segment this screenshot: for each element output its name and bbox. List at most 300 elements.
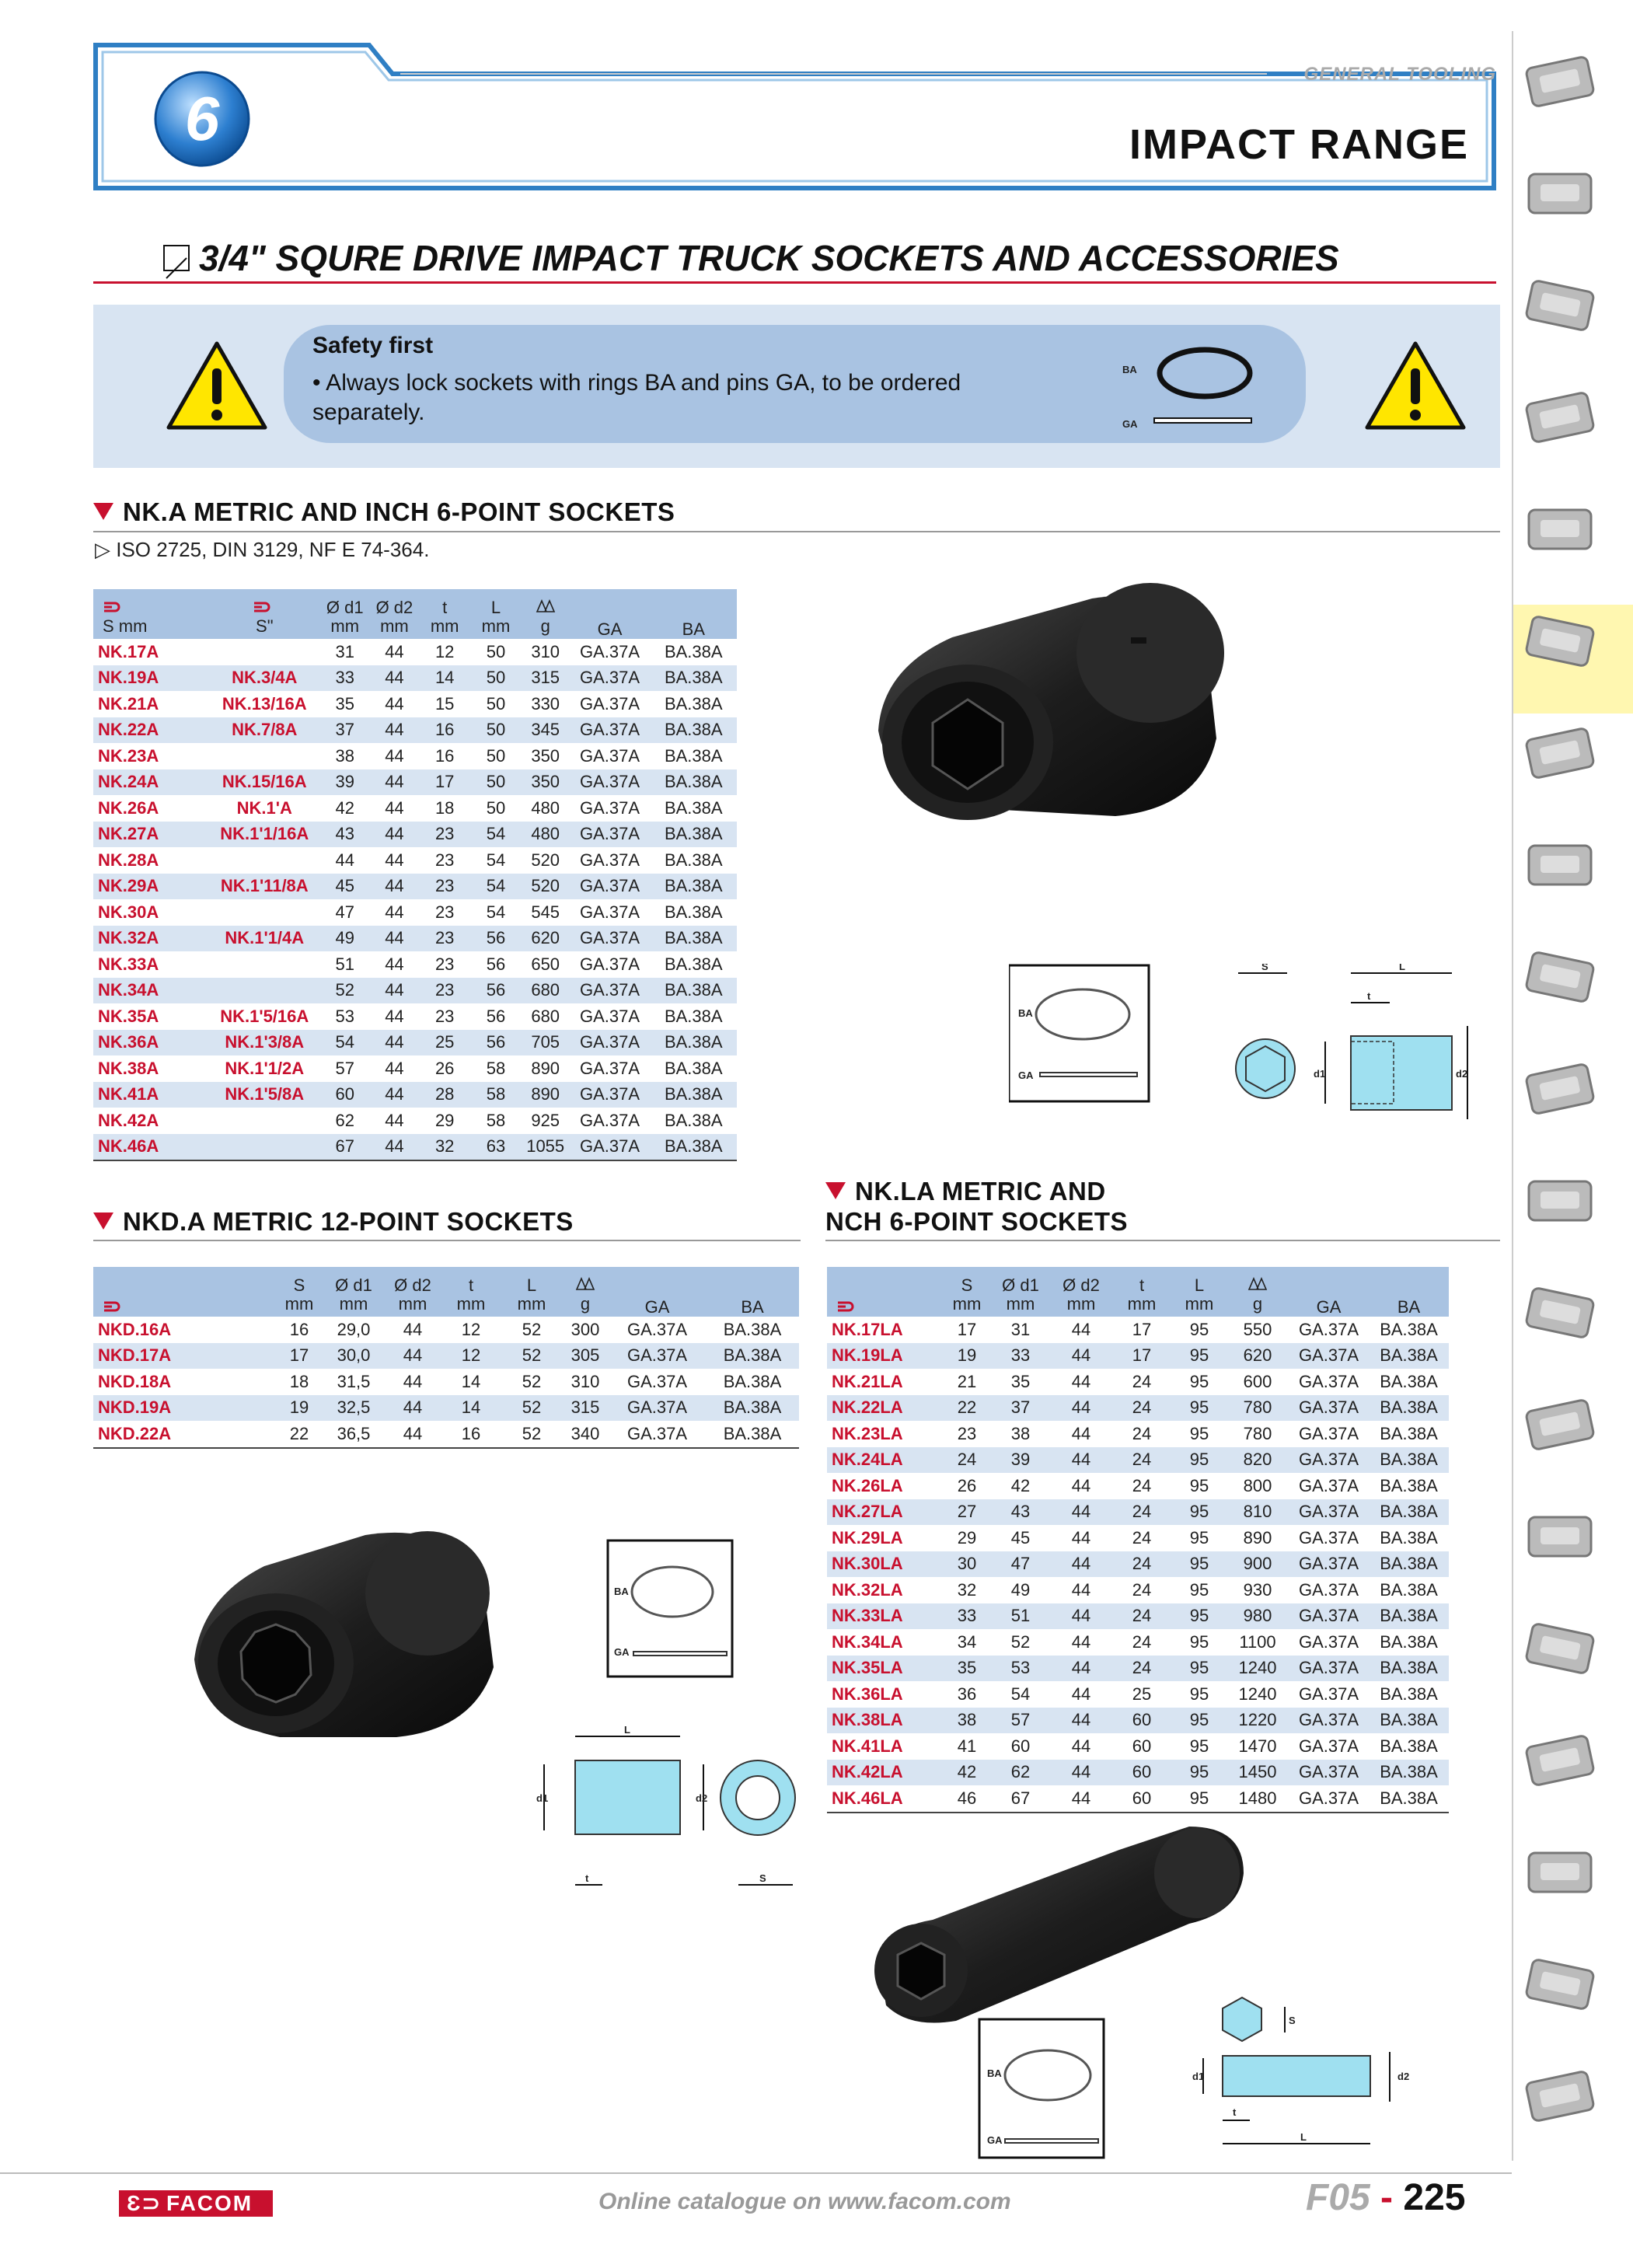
- table-cell: GA.37A: [1289, 1343, 1369, 1370]
- table-cell: GA.37A: [1298, 1475, 1359, 1495]
- product-ref: NK.26A: [98, 797, 159, 818]
- table-cell: BA.38A: [1380, 1736, 1438, 1756]
- table-cell: 800: [1243, 1475, 1272, 1495]
- table-cell: 30,0: [323, 1343, 385, 1370]
- table-cell: 52: [522, 1319, 542, 1339]
- table-cell: 95: [1172, 1447, 1226, 1474]
- table-cell: 14: [441, 1395, 501, 1422]
- table-cell: GA.37A: [1298, 1736, 1359, 1756]
- col-ga: GA: [569, 589, 650, 639]
- table-cell: [209, 639, 320, 665]
- table-cell: 24: [1111, 1447, 1172, 1474]
- nkd-a-heading: [93, 1207, 574, 1237]
- product-ref: NK.29LA: [832, 1527, 903, 1547]
- table-cell: 12: [461, 1319, 481, 1339]
- table-cell: 24: [1111, 1603, 1172, 1630]
- table-cell: 60: [1111, 1785, 1172, 1813]
- table-cell: 1480: [1226, 1785, 1289, 1813]
- table-cell: 63: [470, 1134, 522, 1161]
- table-cell: BA.38A: [650, 874, 737, 900]
- table-cell: 44: [370, 769, 420, 796]
- product-ref: NK.30LA: [827, 1551, 944, 1578]
- table-cell: NK.1'1/2A: [225, 1058, 305, 1078]
- table-cell: BA.38A: [1369, 1603, 1449, 1630]
- table-cell: 44: [335, 850, 354, 870]
- table-cell: 14: [461, 1371, 481, 1391]
- table-cell: 33: [320, 665, 370, 692]
- table-cell: 310: [571, 1371, 600, 1391]
- dim-t: t: [585, 1872, 589, 1884]
- product-ref: NK.33LA: [827, 1603, 944, 1630]
- unit: g: [562, 1295, 609, 1317]
- nk-la-table: [827, 1267, 1449, 1813]
- table-cell: 14: [419, 665, 470, 692]
- table-cell: 17: [276, 1343, 323, 1370]
- table-cell: 50: [470, 665, 522, 692]
- impact-wrench-icon: [1517, 1498, 1607, 1575]
- table-cell: 37: [990, 1395, 1051, 1422]
- table-cell: 95: [1189, 1423, 1209, 1443]
- car-icon: [1517, 2057, 1607, 2135]
- table-cell: BA.38A: [664, 745, 723, 766]
- table-cell: 25: [1132, 1684, 1152, 1704]
- dim-d2: d2: [1397, 2071, 1410, 2082]
- table-cell: 44: [370, 822, 420, 848]
- col-ga: GA: [609, 1267, 706, 1317]
- table-cell: 18: [434, 797, 455, 818]
- ring-and-pin-illustration: [1119, 342, 1255, 439]
- table-cell: 25: [419, 1030, 470, 1056]
- table-cell: GA.37A: [569, 874, 650, 900]
- table-cell: 28: [419, 1082, 470, 1108]
- table-cell: BA.38A: [1369, 1708, 1449, 1734]
- table-cell: 24: [1111, 1395, 1172, 1422]
- table-cell: 315: [522, 665, 570, 692]
- table-cell: 780: [1243, 1423, 1272, 1443]
- table-cell: 1450: [1226, 1760, 1289, 1786]
- table-cell: 44: [370, 1082, 420, 1108]
- col-ba: BA: [650, 589, 737, 639]
- table-cell: BA.38A: [664, 954, 723, 974]
- col-d1: Ø d1: [320, 589, 370, 617]
- facom-logo-text: FACOM: [166, 2191, 253, 2215]
- table-row: [827, 1629, 1449, 1656]
- table-cell: 680: [531, 1006, 560, 1026]
- col-s-mm: S mm: [93, 617, 209, 639]
- safety-title: Safety first: [312, 333, 434, 358]
- table-cell: 44: [370, 874, 420, 900]
- table-cell: 52: [501, 1395, 562, 1422]
- table-cell: GA.37A: [579, 1058, 640, 1078]
- tool-cabinet-icon: [1517, 155, 1607, 232]
- product-ref: NK.42LA: [827, 1760, 944, 1786]
- table-cell: 12: [434, 641, 455, 661]
- table-cell: GA.37A: [1289, 1447, 1369, 1474]
- table-cell: 44: [370, 978, 420, 1004]
- table-row: [93, 978, 737, 1004]
- table-cell: 23: [419, 926, 470, 952]
- facom-mark-icon: [93, 589, 209, 617]
- table-cell: GA.37A: [626, 1319, 688, 1339]
- table-cell: 44: [370, 717, 420, 744]
- table-cell: 56: [486, 954, 506, 974]
- table-cell: BA.38A: [650, 769, 737, 796]
- table-cell: GA.37A: [1298, 1319, 1359, 1339]
- product-ref: NK.34A: [93, 978, 209, 1004]
- table-cell: 27: [944, 1499, 990, 1526]
- col-l: L: [501, 1267, 562, 1295]
- product-ref: NK.33A: [98, 954, 159, 974]
- table-cell: 24: [1111, 1551, 1172, 1578]
- product-ref: NK.21LA: [832, 1371, 903, 1391]
- product-ref: NK.23A: [98, 745, 159, 766]
- table-cell: 345: [522, 717, 570, 744]
- table-cell: 19: [276, 1395, 323, 1422]
- unit: mm: [990, 1295, 1051, 1317]
- table-cell: GA.37A: [569, 1134, 650, 1161]
- table-cell: BA.38A: [1380, 1319, 1438, 1339]
- product-ref: NK.30A: [98, 902, 159, 922]
- table-cell: GA.37A: [1298, 1371, 1359, 1391]
- table-cell: 24: [1111, 1499, 1172, 1526]
- product-ref: NK.21A: [98, 693, 159, 714]
- section-title-text: 3/4" SQURE DRIVE IMPACT TRUCK SOCKETS AND ACCESSORIES: [199, 238, 1339, 278]
- nk-la-heading-line2: NCH 6-POINT SOCKETS: [825, 1207, 1129, 1236]
- table-cell: [209, 847, 320, 874]
- table-cell: [209, 951, 320, 978]
- table-cell: 620: [1226, 1343, 1289, 1370]
- table-cell: 52: [320, 978, 370, 1004]
- nkd-a-dimension-drawing: [532, 1539, 812, 1904]
- table-row: [827, 1785, 1449, 1813]
- table-row: [93, 874, 737, 900]
- table-cell: BA.38A: [1380, 1527, 1438, 1547]
- table-cell: 95: [1189, 1631, 1209, 1652]
- range-title: IMPACT RANGE: [1129, 121, 1469, 168]
- table-cell: 60: [1111, 1708, 1172, 1734]
- table-cell: 890: [1243, 1527, 1272, 1547]
- table-cell: GA.37A: [579, 641, 640, 661]
- table-cell: 44: [385, 1058, 404, 1078]
- dim-d2: d2: [696, 1792, 708, 1804]
- nk-a-socket-photo: [859, 575, 1247, 964]
- product-ref: NK.19A: [93, 665, 209, 692]
- facom-logo: [119, 2190, 273, 2217]
- facom-mark-icon: [827, 1267, 944, 1317]
- table-cell: 44: [385, 1006, 404, 1026]
- table-cell: 23: [434, 850, 455, 870]
- table-cell: 50: [470, 769, 522, 796]
- table-cell: 44: [1051, 1603, 1111, 1630]
- table-cell: 58: [470, 1082, 522, 1108]
- table-row: [827, 1681, 1449, 1708]
- nk-a-standards: [95, 538, 429, 562]
- table-cell: BA.38A: [650, 1134, 737, 1161]
- table-cell: 44: [1051, 1708, 1111, 1734]
- table-row: [93, 1030, 737, 1056]
- col-d2: Ø d2: [1051, 1267, 1111, 1295]
- table-cell: 44: [1051, 1447, 1111, 1474]
- ring-label: BA: [987, 2067, 1002, 2079]
- table-cell: 23: [419, 978, 470, 1004]
- table-cell: 17: [957, 1319, 977, 1339]
- table-cell: 60: [1010, 1736, 1031, 1756]
- table-cell: GA.37A: [579, 693, 640, 714]
- col-l: L: [470, 589, 522, 617]
- table-cell: 44: [403, 1319, 423, 1339]
- table-cell: 24: [1132, 1527, 1152, 1547]
- table-cell: 42: [335, 797, 354, 818]
- table-cell: 54: [1010, 1684, 1031, 1704]
- table-cell: GA.37A: [579, 850, 640, 870]
- table-cell: 95: [1189, 1527, 1209, 1547]
- table-cell: 51: [990, 1603, 1051, 1630]
- table-cell: NK.1'3/8A: [209, 1030, 320, 1056]
- col-s: S: [944, 1267, 990, 1295]
- table-cell: 95: [1172, 1551, 1226, 1578]
- product-ref: NKD.16A: [98, 1319, 172, 1339]
- table-cell: 44: [1071, 1527, 1091, 1547]
- product-ref: NK.38A: [98, 1058, 159, 1078]
- table-cell: 95: [1172, 1395, 1226, 1422]
- table-cell: NK.1'11/8A: [209, 874, 320, 900]
- table-row: [93, 1134, 737, 1161]
- product-ref: NK.22A: [93, 717, 209, 744]
- table-cell: [209, 899, 320, 926]
- col-s-inch: S": [209, 617, 320, 639]
- table-cell: 47: [335, 902, 354, 922]
- table-cell: 54: [486, 902, 506, 922]
- table-cell: 26: [957, 1475, 977, 1495]
- table-cell: 44: [1071, 1319, 1091, 1339]
- table-cell: 29,0: [337, 1319, 371, 1339]
- product-ref: NK.22LA: [827, 1395, 944, 1422]
- table-row: [827, 1551, 1449, 1578]
- table-cell: 35: [1010, 1371, 1031, 1391]
- table-cell: 16: [441, 1421, 501, 1448]
- table-cell: 95: [1189, 1475, 1209, 1495]
- table-cell: 31: [335, 641, 354, 661]
- table-row: [827, 1317, 1449, 1343]
- table-cell: 44: [403, 1371, 423, 1391]
- table-cell: BA.38A: [650, 665, 737, 692]
- table-cell: 47: [990, 1551, 1051, 1578]
- unit: mm: [370, 617, 420, 639]
- ring-label: BA: [1122, 364, 1137, 375]
- col-t: t: [1111, 1267, 1172, 1295]
- table-cell: GA.37A: [569, 822, 650, 848]
- table-cell: 54: [486, 850, 506, 870]
- pliers-icon: [1517, 938, 1607, 1016]
- table-cell: 41: [957, 1736, 977, 1756]
- table-cell: 31,5: [337, 1371, 371, 1391]
- table-cell: 1240: [1238, 1684, 1277, 1704]
- table-cell: 550: [1243, 1319, 1272, 1339]
- table-cell: 56: [470, 978, 522, 1004]
- table-cell: 46: [944, 1785, 990, 1813]
- unit: mm: [1111, 1295, 1172, 1317]
- table-cell: [209, 978, 320, 1004]
- table-cell: BA.38A: [723, 1371, 782, 1391]
- unit: mm: [1172, 1295, 1226, 1317]
- product-ref: NK.35A: [98, 1006, 159, 1026]
- table-cell: GA.37A: [626, 1371, 688, 1391]
- dim-t: t: [1233, 2106, 1237, 2118]
- table-cell: 17: [419, 769, 470, 796]
- product-ref: NK.32A: [93, 926, 209, 952]
- table-cell: 45: [1010, 1527, 1031, 1547]
- table-cell: 60: [1132, 1736, 1152, 1756]
- table-cell: 42: [944, 1760, 990, 1786]
- page-number-value: 225: [1403, 2177, 1466, 2218]
- table-cell: 600: [1243, 1371, 1272, 1391]
- table-cell: 820: [1226, 1447, 1289, 1474]
- table-cell: 44: [385, 1110, 404, 1130]
- table-cell: 62: [335, 1110, 354, 1130]
- table-cell: 43: [320, 822, 370, 848]
- dim-d1: d1: [1192, 2071, 1205, 2082]
- table-cell: 520: [522, 874, 570, 900]
- table-cell: 95: [1189, 1736, 1209, 1756]
- table-row: [93, 769, 737, 796]
- table-cell: 24: [1111, 1656, 1172, 1682]
- product-ref: NKD.22A: [93, 1421, 276, 1448]
- table-cell: 67: [990, 1785, 1051, 1813]
- col-ga: GA: [1289, 1267, 1369, 1317]
- table-row: [93, 1003, 737, 1030]
- table-cell: BA.38A: [1380, 1475, 1438, 1495]
- table-cell: 44: [385, 693, 404, 714]
- nk-a-heading-text: NK.A METRIC AND INCH 6-POINT SOCKETS: [123, 497, 675, 526]
- table-row: [93, 1108, 737, 1134]
- col-d1: Ø d1: [990, 1267, 1051, 1295]
- table-cell: 95: [1172, 1603, 1226, 1630]
- table-cell: GA.37A: [569, 665, 650, 692]
- table-row: [93, 691, 737, 717]
- table-cell: 53: [335, 1006, 354, 1026]
- table-cell: 44: [370, 1030, 420, 1056]
- table-cell: 925: [531, 1110, 560, 1130]
- pin-label: GA: [614, 1646, 630, 1658]
- table-row: [827, 1603, 1449, 1630]
- table-cell: 24: [1132, 1579, 1152, 1600]
- table-cell: 32: [419, 1134, 470, 1161]
- dim-s: S: [1289, 2015, 1296, 2026]
- table-cell: 50: [486, 745, 506, 766]
- table-cell: 520: [531, 850, 560, 870]
- table-cell: 22: [276, 1421, 323, 1448]
- table-cell: 19: [944, 1343, 990, 1370]
- unit: mm: [419, 617, 470, 639]
- nk-a-table: [93, 589, 737, 1161]
- table-cell: BA.38A: [1380, 1371, 1438, 1391]
- product-ref: NK.32LA: [832, 1579, 903, 1600]
- table-cell: BA.38A: [664, 797, 723, 818]
- circuit-board-icon: [1517, 1945, 1607, 2023]
- table-row: [93, 743, 737, 769]
- table-cell: 44: [1071, 1736, 1091, 1756]
- col-t: t: [419, 589, 470, 617]
- table-cell: BA.38A: [1369, 1551, 1449, 1578]
- table-cell: BA.38A: [1369, 1395, 1449, 1422]
- table-cell: 44: [385, 954, 404, 974]
- play-arrow-icon: ▷: [95, 538, 117, 561]
- table-cell: 33: [990, 1343, 1051, 1370]
- product-ref: NKD.18A: [98, 1371, 172, 1391]
- product-ref: NK.23LA: [832, 1423, 903, 1443]
- table-row: [93, 795, 737, 822]
- puller-icon: [1517, 1386, 1607, 1464]
- red-triangle-icon: [93, 503, 113, 520]
- table-cell: GA.37A: [579, 797, 640, 818]
- table-cell: GA.37A: [569, 1082, 650, 1108]
- toolbox-icon: [1517, 379, 1607, 456]
- dim-l: L: [1399, 964, 1405, 972]
- product-ref: NK.42A: [98, 1110, 159, 1130]
- section-title: [163, 237, 1339, 279]
- ring-label: BA: [614, 1586, 629, 1597]
- table-cell: 545: [531, 902, 560, 922]
- table-cell: 17: [1132, 1319, 1152, 1339]
- table-cell: 62: [990, 1760, 1051, 1786]
- unit: g: [1226, 1295, 1289, 1317]
- table-cell: 44: [385, 902, 404, 922]
- table-cell: 95: [1189, 1684, 1209, 1704]
- table-cell: 44: [1051, 1499, 1111, 1526]
- table-cell: GA.37A: [579, 745, 640, 766]
- table-cell: 43: [990, 1499, 1051, 1526]
- table-cell: GA.37A: [1298, 1579, 1359, 1600]
- product-ref: NK.41A: [93, 1082, 209, 1108]
- table-cell: 31: [1010, 1319, 1031, 1339]
- product-ref: NK.27A: [93, 822, 209, 848]
- table-cell: [209, 743, 320, 769]
- dim-s: S: [1261, 964, 1268, 972]
- table-cell: GA.37A: [1289, 1603, 1369, 1630]
- product-ref: NK.24A: [93, 769, 209, 796]
- table-cell: 480: [531, 797, 560, 818]
- table-cell: GA.37A: [1298, 1684, 1359, 1704]
- table-cell: 1240: [1226, 1656, 1289, 1682]
- product-ref: NK.19LA: [827, 1343, 944, 1370]
- dim-l: L: [1300, 2131, 1307, 2143]
- product-ref: NK.27LA: [827, 1499, 944, 1526]
- table-cell: 54: [320, 1030, 370, 1056]
- table-cell: 50: [486, 641, 506, 661]
- socket-icon: [1517, 602, 1607, 680]
- ring-label: BA: [1018, 1007, 1033, 1019]
- table-cell: 900: [1226, 1551, 1289, 1578]
- online-catalogue: Online catalogue on www.facom.com: [598, 2189, 1011, 2214]
- table-cell: GA.37A: [579, 1110, 640, 1130]
- dim-d2: d2: [1456, 1068, 1468, 1080]
- table-cell: 44: [385, 1395, 441, 1422]
- table-cell: GA.37A: [1289, 1551, 1369, 1578]
- table-cell: 44: [1071, 1684, 1091, 1704]
- footer-rule: [0, 2172, 1512, 2174]
- page-code: F05: [1306, 2177, 1370, 2218]
- table-cell: 54: [470, 822, 522, 848]
- table-cell: 23: [434, 954, 455, 974]
- table-cell: 44: [1051, 1760, 1111, 1786]
- table-cell: BA.38A: [664, 850, 723, 870]
- table-cell: 310: [531, 641, 560, 661]
- table-cell: 315: [562, 1395, 609, 1422]
- heading-rule: [93, 1240, 801, 1241]
- table-row: [93, 717, 737, 744]
- table-cell: 50: [470, 717, 522, 744]
- table-cell: 95: [1172, 1760, 1226, 1786]
